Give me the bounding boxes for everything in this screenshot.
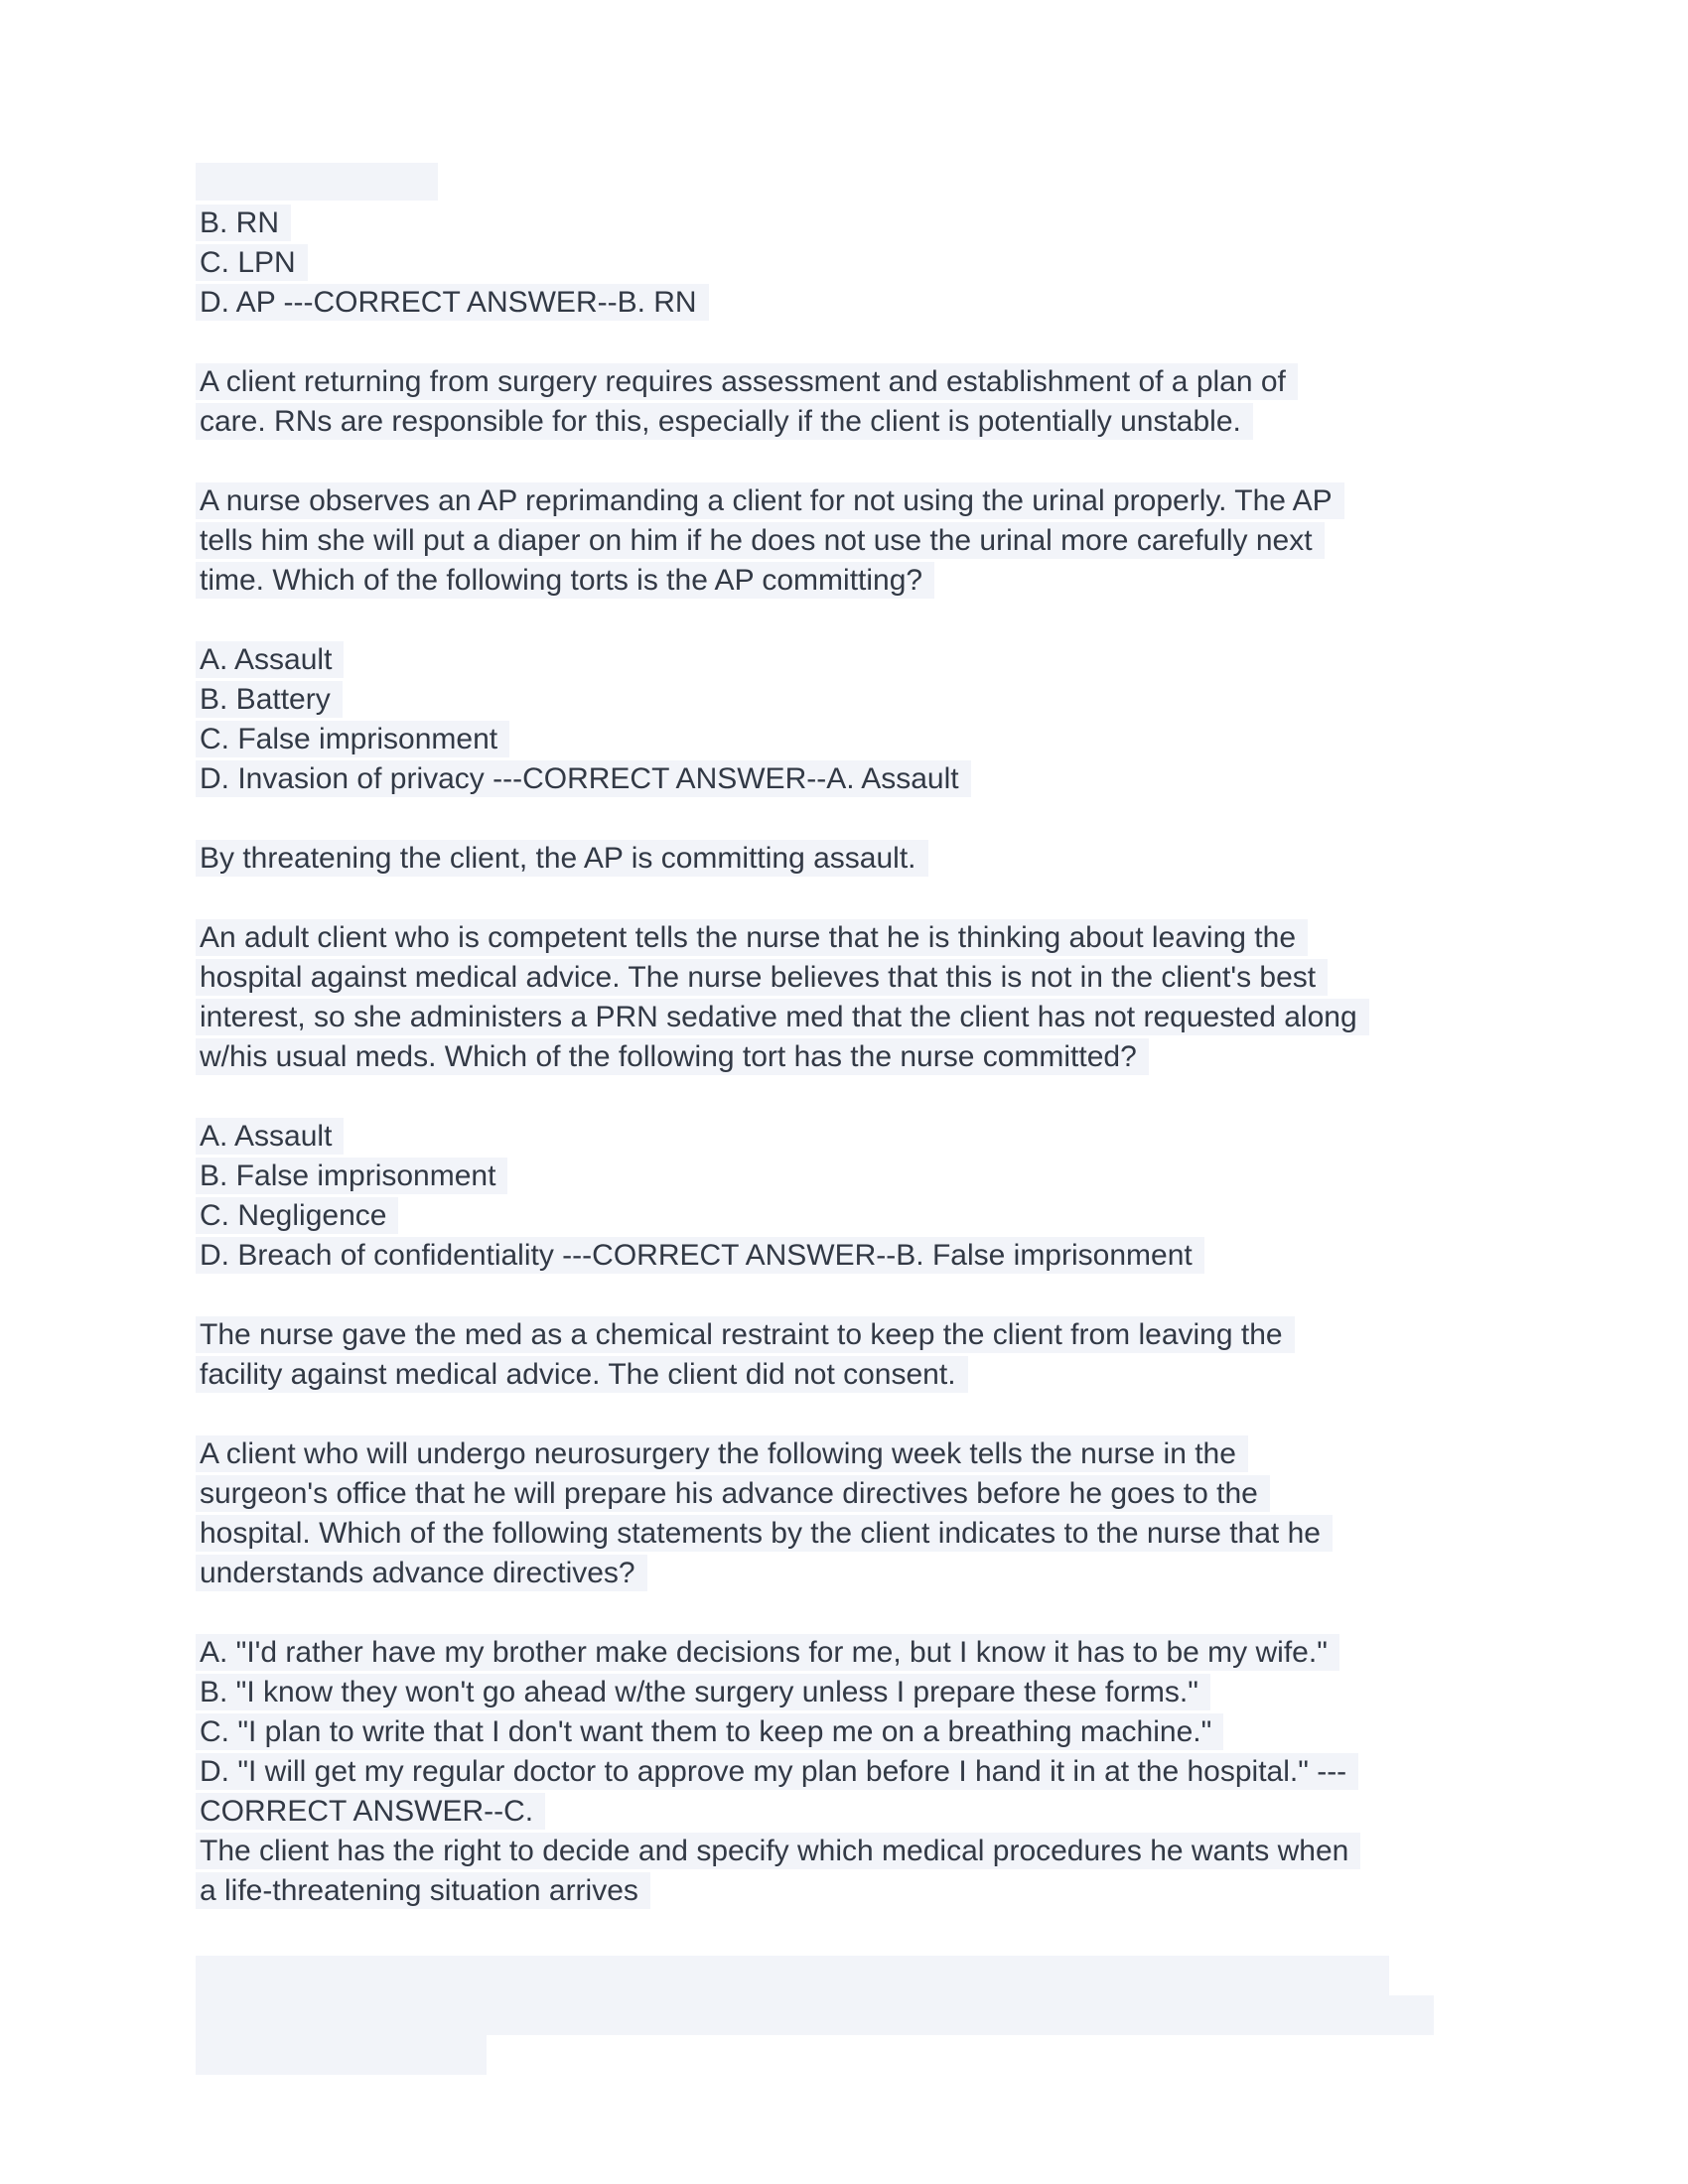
highlighted-text: B. "I know they won't go ahead w/the surgery unless I prepare these forms."	[196, 1674, 1210, 1710]
doc-line	[196, 562, 1546, 602]
redacted-line	[196, 1995, 1434, 2035]
highlighted-text: A client who will undergo neurosurgery the following week tells the nurse in the	[196, 1435, 1248, 1472]
highlighted-text: w/his usual meds. Which of the following tort has the nurse committed?	[196, 1038, 1149, 1075]
doc-line	[196, 522, 1546, 562]
doc-line	[196, 1634, 1546, 1674]
doc-line	[196, 482, 1546, 522]
doc-line	[196, 1833, 1546, 1872]
text-block	[196, 1316, 1546, 1396]
highlighted-text: surgeon's office that he will prepare his advance directives before he goes to the	[196, 1475, 1270, 1512]
doc-line	[196, 1158, 1546, 1197]
text-block	[196, 205, 1546, 324]
doc-line	[196, 1793, 1546, 1833]
doc-line	[196, 1197, 1546, 1237]
doc-line	[196, 760, 1546, 800]
redacted-block	[196, 1956, 1546, 2075]
highlighted-text: care. RNs are responsible for this, especially if the client is potentially unstable.	[196, 403, 1253, 440]
text-block	[196, 482, 1546, 602]
doc-line	[196, 1316, 1546, 1356]
doc-line	[196, 1674, 1546, 1713]
highlighted-text: B. RN	[196, 205, 291, 241]
redacted-line	[196, 163, 438, 201]
doc-line	[196, 244, 1546, 284]
highlighted-text: C. False imprisonment	[196, 721, 509, 757]
redacted-line	[196, 2035, 487, 2075]
highlighted-text: A. Assault	[196, 641, 344, 678]
highlighted-text: By threatening the client, the AP is committing assault.	[196, 840, 928, 877]
doc-line	[196, 999, 1546, 1038]
highlighted-text: hospital against medical advice. The nurse believes that this is not in the client's best	[196, 959, 1328, 996]
highlighted-text: D. AP ---CORRECT ANSWER--B. RN	[196, 284, 709, 321]
doc-line	[196, 1475, 1546, 1515]
doc-line	[196, 1753, 1546, 1793]
doc-line	[196, 681, 1546, 721]
highlighted-text: facility against medical advice. The client did not consent.	[196, 1356, 968, 1393]
doc-line	[196, 1118, 1546, 1158]
doc-line	[196, 1237, 1546, 1277]
text-block	[196, 641, 1546, 800]
doc-line	[196, 1713, 1546, 1753]
redacted-line	[196, 1956, 1389, 1995]
highlighted-text: time. Which of the following torts is the AP committing?	[196, 562, 934, 599]
highlighted-text: D. Invasion of privacy ---CORRECT ANSWER--A. Assault	[196, 760, 971, 797]
doc-line	[196, 641, 1546, 681]
doc-line	[196, 284, 1546, 324]
doc-line	[196, 1872, 1546, 1912]
highlighted-text: The client has the right to decide and specify which medical procedures he wants when	[196, 1833, 1360, 1869]
highlighted-text: A client returning from surgery requires assessment and establishment of a plan of	[196, 363, 1298, 400]
highlighted-text: D. "I will get my regular doctor to approve my plan before I hand it in at the hospital." ---	[196, 1753, 1358, 1790]
doc-line	[196, 1555, 1546, 1594]
highlighted-text: C. "I plan to write that I don't want them to keep me on a breathing machine."	[196, 1713, 1223, 1750]
doc-line	[196, 1435, 1546, 1475]
highlighted-text: understands advance directives?	[196, 1555, 647, 1591]
highlighted-text: A. Assault	[196, 1118, 344, 1155]
text-block	[196, 919, 1546, 1078]
doc-line	[196, 919, 1546, 959]
doc-line	[196, 1038, 1546, 1078]
doc-line	[196, 363, 1546, 403]
text-block	[196, 363, 1546, 443]
doc-line	[196, 205, 1546, 244]
highlighted-text: interest, so she administers a PRN sedative med that the client has not requested along	[196, 999, 1369, 1035]
highlighted-text: tells him she will put a diaper on him if he does not use the urinal more carefully next	[196, 522, 1325, 559]
highlighted-text: An adult client who is competent tells the nurse that he is thinking about leaving the	[196, 919, 1308, 956]
doc-line	[196, 403, 1546, 443]
highlighted-text: CORRECT ANSWER--C.	[196, 1793, 545, 1830]
highlighted-text: The nurse gave the med as a chemical restraint to keep the client from leaving the	[196, 1316, 1295, 1353]
doc-line	[196, 1515, 1546, 1555]
text-block	[196, 1435, 1546, 1594]
highlighted-text: A. "I'd rather have my brother make decisions for me, but I know it has to be my wife."	[196, 1634, 1339, 1671]
document-content	[196, 163, 1546, 2075]
highlighted-text: hospital. Which of the following statements by the client indicates to the nurse that he	[196, 1515, 1333, 1552]
highlighted-text: a life-threatening situation arrives	[196, 1872, 650, 1909]
highlighted-text: C. LPN	[196, 244, 308, 281]
doc-line	[196, 1356, 1546, 1396]
highlighted-text: A nurse observes an AP reprimanding a client for not using the urinal properly. The AP	[196, 482, 1344, 519]
highlighted-text: B. Battery	[196, 681, 343, 718]
highlighted-text: D. Breach of confidentiality ---CORRECT ANSWER--B. False imprisonment	[196, 1237, 1204, 1274]
highlighted-text: C. Negligence	[196, 1197, 398, 1234]
highlighted-text: B. False imprisonment	[196, 1158, 507, 1194]
text-block	[196, 840, 1546, 880]
text-block	[196, 1118, 1546, 1277]
text-block	[196, 1634, 1546, 1912]
doc-line	[196, 959, 1546, 999]
doc-line	[196, 721, 1546, 760]
redacted-block	[196, 163, 1546, 201]
doc-line	[196, 840, 1546, 880]
